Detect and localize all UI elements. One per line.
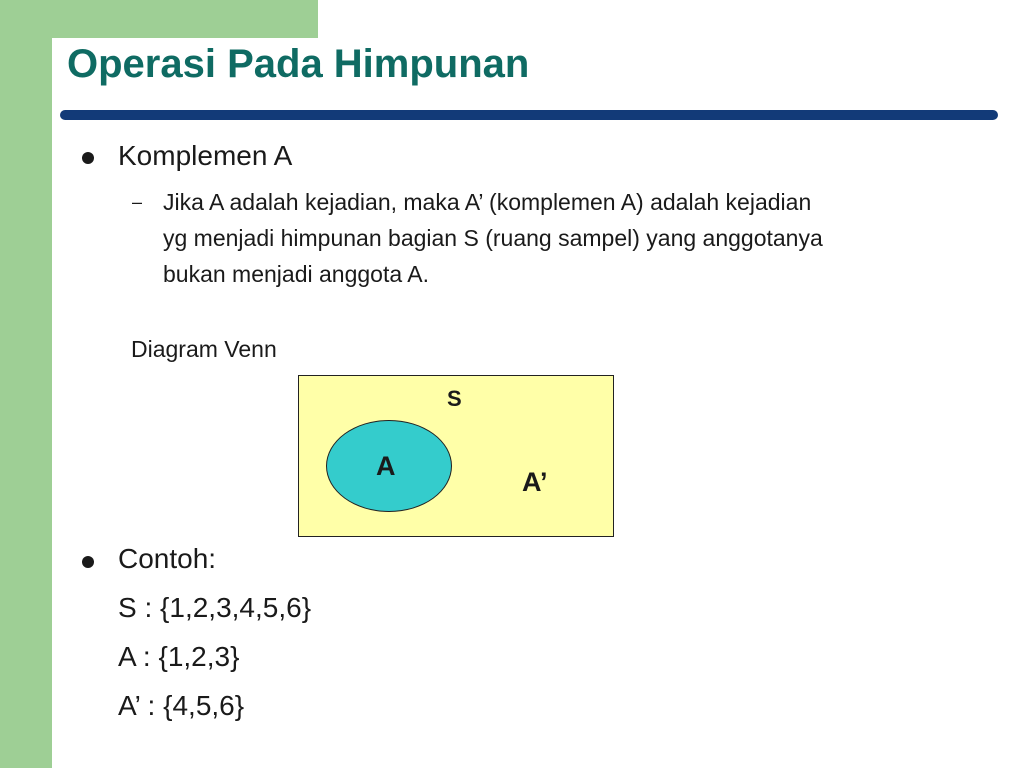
- top-accent-band: [52, 0, 318, 38]
- bullet-komplemen: Komplemen A: [118, 140, 293, 171]
- bullet-contoh: Contoh:: [118, 543, 217, 574]
- example-line-a-complement: A’ : {4,5,6}: [118, 690, 245, 721]
- set-a-label: A: [376, 451, 396, 481]
- definition-line: bukan menjadi anggota A.: [163, 261, 429, 287]
- definition-line: yg menjadi himpunan bagian S (ruang sampel) yang anggotanya: [163, 225, 823, 251]
- title-divider: [60, 110, 998, 120]
- sub-bullet-dash: –: [132, 192, 143, 212]
- universe-label: S: [447, 386, 462, 411]
- slide-title: Operasi Pada Himpunan: [67, 42, 530, 86]
- venn-diagram: [298, 375, 614, 537]
- example-line-s: S : {1,2,3,4,5,6}: [118, 592, 312, 623]
- bullet-dot: [82, 152, 94, 164]
- bullet-dot: [82, 556, 94, 568]
- definition-line: Jika A adalah kejadian, maka A’ (komplemen A) adalah kejadian: [163, 189, 812, 215]
- sub-bullet-definition: [163, 184, 993, 292]
- left-accent-band: [0, 0, 52, 768]
- example-line-a: A : {1,2,3}: [118, 641, 240, 672]
- venn-caption: Diagram Venn: [131, 336, 277, 362]
- complement-label: A’: [522, 467, 548, 497]
